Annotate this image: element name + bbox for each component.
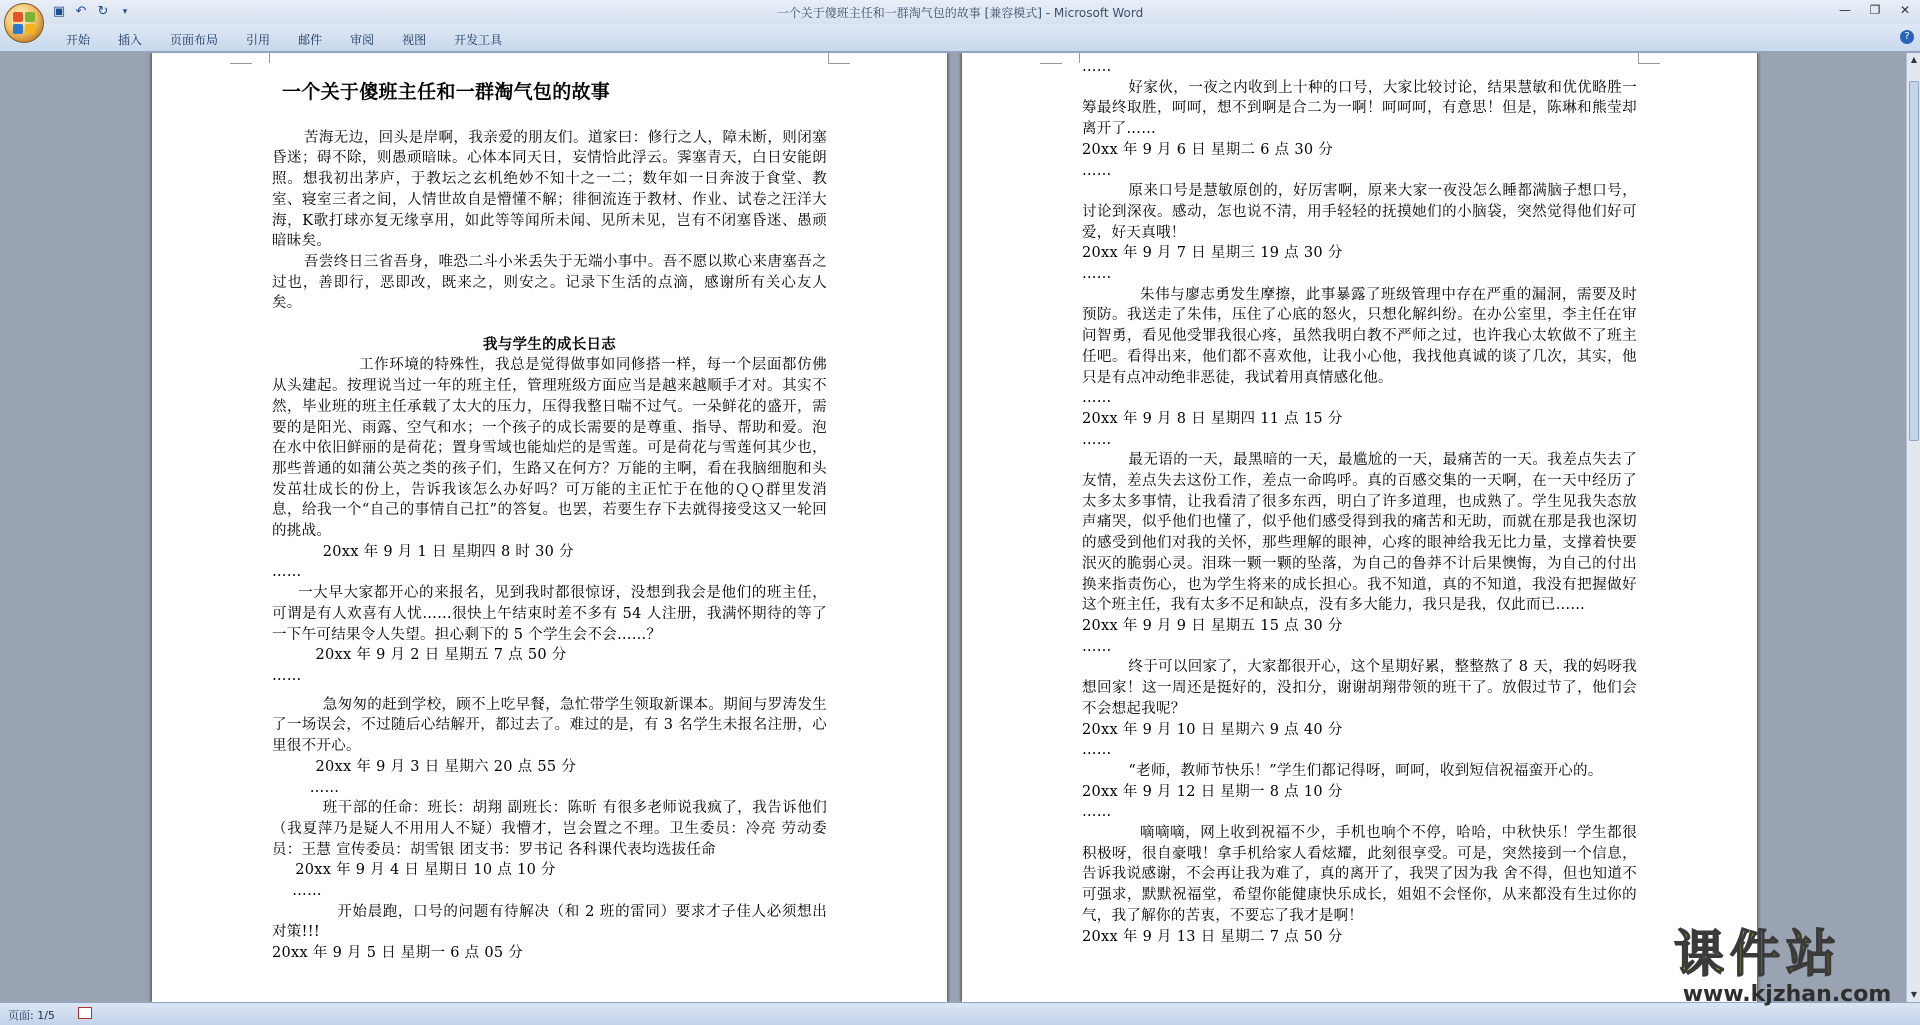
ellipsis-line: …… (1082, 804, 1112, 821)
scroll-down-icon[interactable]: ▼ (1910, 990, 1918, 999)
ellipsis-line: …… (309, 779, 340, 796)
date-line: 20xx 年 9 月 1 日 星期四 8 时 30 分 (322, 543, 574, 560)
crop-mark (1062, 53, 1080, 63)
document-page-2[interactable] (962, 53, 1757, 1002)
ribbon-tabs (0, 24, 1920, 52)
date-line: 20xx 年 9 月 4 日 星期日 10 点 10 分 (295, 862, 556, 879)
blank-line (272, 687, 827, 695)
crop-mark (1638, 63, 1660, 64)
date-line: 20xx 年 9 月 10 日 星期六 9 点 40 分 (1082, 721, 1343, 738)
paragraph: 吾尝终日三省吾身，唯恐二斗小米丢失于无端小事中。吾不愿以欺心来唐塞吾之过也，善即行，恶即改，既来之，则安之。记录下生活的点滴，感谢所有关心友人矣。 (272, 253, 827, 312)
date-line: 20xx 年 9 月 7 日 星期三 19 点 30 分 (1082, 245, 1343, 262)
paragraph: 好家伙，一夜之内收到上十种的口号，大家比较讨论，结果慧敏和优优略胜一筹最终取胜，呵呵，想不到啊是合二为一啊！呵呵呵，有意思！但是，陈琳和熊莹却离开了…… (1082, 79, 1637, 138)
watermark-url: www.kjzhan.com (1682, 982, 1892, 1007)
watermark-text: 课件站 (1674, 925, 1842, 983)
save-icon[interactable]: ▣ (52, 4, 66, 19)
ellipsis-line: …… (272, 564, 302, 581)
ellipsis-line: …… (1082, 431, 1112, 448)
crop-mark (1040, 63, 1062, 64)
paragraph: 朱伟与廖志勇发生摩擦，此事暴露了班级管理中存在严重的漏洞，需要及时预防。我送走了朱伟，压住了心底的怒火，只想化解纠纷。在办公室里，李主任在审问智勇，看见他受罪我很心疼，虽然我明白教不严师之过，也许我心太软做不了班主任吧。看得出来，他们都不喜欢他，让我小心他，我找他真诚的谈了几次，其实，他只是有点冲动绝非恶徒，我试着用真情感化他。 (1082, 286, 1637, 386)
paragraph: 开始晨跑，口号的问题有待解决（和 2 班的雷同）要求才子佳人必须想出对策!!! (272, 903, 827, 941)
ellipsis-line: …… (1082, 390, 1112, 407)
paragraph: 急匆匆的赶到学校，顾不上吃早餐，急忙带学生领取新课本。期间与罗涛发生了一场误会，不过随后心结解开，都过去了。难过的是，有 3 名学生未报名注册，心里很不开心。 (272, 696, 827, 755)
tab-references[interactable]: 引用 (246, 33, 271, 47)
close-icon[interactable]: ✕ (1899, 3, 1911, 17)
ellipsis-line: …… (1082, 742, 1112, 759)
date-line: 20xx 年 9 月 5 日 星期一 6 点 05 分 (272, 945, 524, 962)
tab-review[interactable]: 审阅 (350, 33, 375, 47)
date-line: 20xx 年 9 月 12 日 星期一 8 点 10 分 (1082, 783, 1343, 800)
section-heading: 我与学生的成长日志 (482, 335, 617, 353)
ellipsis-line: …… (1082, 266, 1112, 283)
date-line: 20xx 年 9 月 13 日 星期二 7 点 50 分 (1082, 928, 1343, 945)
title-bar (0, 0, 1920, 24)
page-indicator[interactable]: 页面: 1/5 (8, 1009, 55, 1022)
date-line: 20xx 年 9 月 3 日 星期六 20 点 55 分 (315, 758, 577, 775)
date-line: 20xx 年 9 月 8 日 星期四 11 点 15 分 (1082, 410, 1343, 427)
crop-mark (828, 53, 846, 63)
paragraph: 一大早大家都开心的来报名，见到我时都很惊讶，没想到我会是他们的班主任，可谓是有人欢喜有人忧……很快上午结束时差不多有 54 人注册，我满怀期待的等了一下午可结果令人失望。担心剩下的 5 个学生会不会……？ (272, 585, 827, 643)
crop-mark (828, 63, 850, 64)
ellipsis-line: …… (292, 883, 322, 900)
date-line: 20xx 年 9 月 9 日 星期五 15 点 30 分 (1082, 617, 1343, 634)
ellipsis-line: …… (1082, 59, 1112, 75)
page-2-text (1082, 57, 1637, 947)
tab-mailings[interactable]: 邮件 (298, 33, 323, 47)
document-area (0, 53, 1920, 1002)
date-line: 20xx 年 9 月 6 日 星期二 6 点 30 分 (1082, 141, 1334, 158)
paragraph: 最无语的一天，最黑暗的一天，最尴尬的一天，最痛苦的一天。我差点失去了友情，差点失去这份工作，差点一命呜呼。真的百感交集的一天啊，在一天中经历了太多太多事情，让我看清了很多东西，明白了许多道理，也成熟了。学生见我失态放声痛哭，似乎他们也懂了，似乎他们感受得到我的痛苦和无助，而就在那是我也深切的感受到他们对我的关怀，那些理解的眼神，心疼的眼神给我无比力量，支撑着快要泯灭的脆弱心灵。泪珠一颗一颗的坠落，为自己的鲁莽不计后果懊悔，为自己的付出换来指责伤心，也为学生将来的成长担心。我不知道，真的不知道，我没有把握做好这个班主任，我有太多不足和缺点，没有多大能力，我只是我，仅此而已…… (1082, 452, 1637, 614)
maximize-icon[interactable]: ❐ (1869, 3, 1881, 17)
office-logo-icon (13, 12, 35, 34)
scroll-up-icon[interactable]: ▲ (1910, 55, 1918, 64)
help-icon[interactable]: ? (1900, 30, 1914, 44)
ellipsis-line: …… (1082, 162, 1112, 179)
window-controls (1830, 0, 1920, 20)
paragraph: “老师，教师节快乐！”学生们都记得呀，呵呵，收到短信祝福蛮开心的。 (1128, 762, 1603, 779)
document-title: 一个关于傻班主任和一群淘气包的故事 (282, 81, 611, 103)
crop-mark (1638, 53, 1656, 63)
ellipsis-line: …… (272, 667, 302, 684)
crop-mark (230, 63, 252, 64)
blank-line (272, 107, 827, 128)
ellipsis-line: …… (1082, 638, 1112, 655)
paragraph: 班干部的任命：班长：胡翔 副班长：陈昕 有很多老师说我疯了，我告诉他们（我夏萍乃是疑人不用用人不疑）我懵才，岂会置之不理。卫生委员：冷亮 劳动委员：王慧 宣传委员：胡雪银 团支书：罗书记 各科课代表均选拔任命 (272, 800, 827, 858)
proofing-icon[interactable] (78, 1007, 92, 1019)
tab-page-layout[interactable]: 页面布局 (170, 33, 219, 47)
undo-icon[interactable]: ↶ (75, 4, 87, 19)
date-line: 20xx 年 9 月 2 日 星期五 7 点 50 分 (315, 647, 567, 664)
paragraph: 工作环境的特殊性，我总是觉得做事如同修搭一样，每一个层面都仿佛从头建起。按理说当过一年的班主任，管理班级方面应当是越来越顺手才对。其实不然，毕业班的班主任承载了太大的压力，压得我整日喘不过气。一朵鲜花的盛开，需要的是阳光、雨露、空气和水；一个孩子的成长需要的是尊重、指导、帮助和爱。泡在水中依旧鲜丽的是荷花；置身雪域也能灿烂的是雪莲。可是荷花与雪莲何其少也，那些普通的如蒲公英之类的孩子们，生路又在何方？万能的主啊，看在我脑细胞和头发茁壮成长的份上，告诉我该怎么办好吗？可万能的主正忙于在他的ＱＱ群里发消息，给我一个“自己的事情自己扛”的答复。也罢，若要生存下去就得接受这又一轮回的挑战。 (272, 357, 827, 540)
window-title: 一个关于傻班主任和一群淘气包的故事 [兼容模式] - Microsoft Word (776, 6, 1144, 20)
office-button[interactable] (4, 3, 44, 43)
scrollbar-thumb[interactable] (1909, 81, 1919, 441)
tab-developer[interactable]: 开发工具 (454, 33, 503, 47)
paragraph: 苦海无边，回头是岸啊，我亲爱的朋友们。道家曰：修行之人，障未断，则闭塞昏迷；碍不除，则愚顽暗昧。心体本同天日，妄情恰此浮云。霁塞青天，白日安能朗照。想我初出茅庐，于教坛之玄机绝妙不知十之一二；数年如一日奔波于食堂、教室、寝室三者之间，人情世故自是懵懂不解；徘徊流连于教材、作业、试卷之汪洋大海，K歌打球亦复无缘享用，如此等等闻所未闻、见所未见，岂有不闭塞昏迷、愚顽暗昧矣。 (272, 129, 827, 250)
chevron-down-icon[interactable]: ▾ (122, 7, 128, 17)
blank-line (272, 314, 827, 335)
document-page-1[interactable] (152, 53, 947, 1002)
paragraph: 终于可以回家了，大家都很开心，这个星期好累，整整熬了 8 天，我的妈呀我想回家！这一周还是挺好的，没扣分，谢谢胡翔带领的班干了。放假过节了，他们会不会想起我呢？ (1082, 659, 1637, 717)
redo-icon[interactable]: ↻ (97, 4, 109, 19)
minimize-icon[interactable]: — (1839, 3, 1851, 17)
page-1-text (272, 73, 827, 964)
paragraph: 嘀嘀嘀，网上收到祝福不少，手机也响个不停，哈哈，中秋快乐！学生都很积极呀，很自豪哦！拿手机给家人看炫耀，此刻很享受。可是，突然接到一个信息，告诉我说感谢，不会再让我为难了，真的离开了，我哭了因为我 舍不得，但也知道不可强求，默默祝福堂，希望你能健康快乐成长，姐姐不会怪你，从来都没有生过你的气，我了解你的苦衷，不要忘了我才是啊！ (1082, 825, 1637, 924)
paragraph: 原来口号是慧敏原创的，好厉害啊，原来大家一夜没怎么睡都满脑子想口号，讨论到深夜。感动，怎也说不清，用手轻轻的抚摸她们的小脑袋，突然觉得他们好可爱，好天真哦！ (1082, 183, 1637, 241)
tab-view[interactable]: 视图 (402, 33, 427, 47)
status-bar (0, 1002, 1920, 1025)
crop-mark (252, 53, 270, 63)
watermark-logo (1674, 924, 1900, 1007)
tab-insert[interactable]: 插入 (118, 33, 143, 47)
vertical-scrollbar[interactable] (1906, 53, 1920, 1002)
tab-home[interactable]: 开始 (66, 33, 91, 47)
